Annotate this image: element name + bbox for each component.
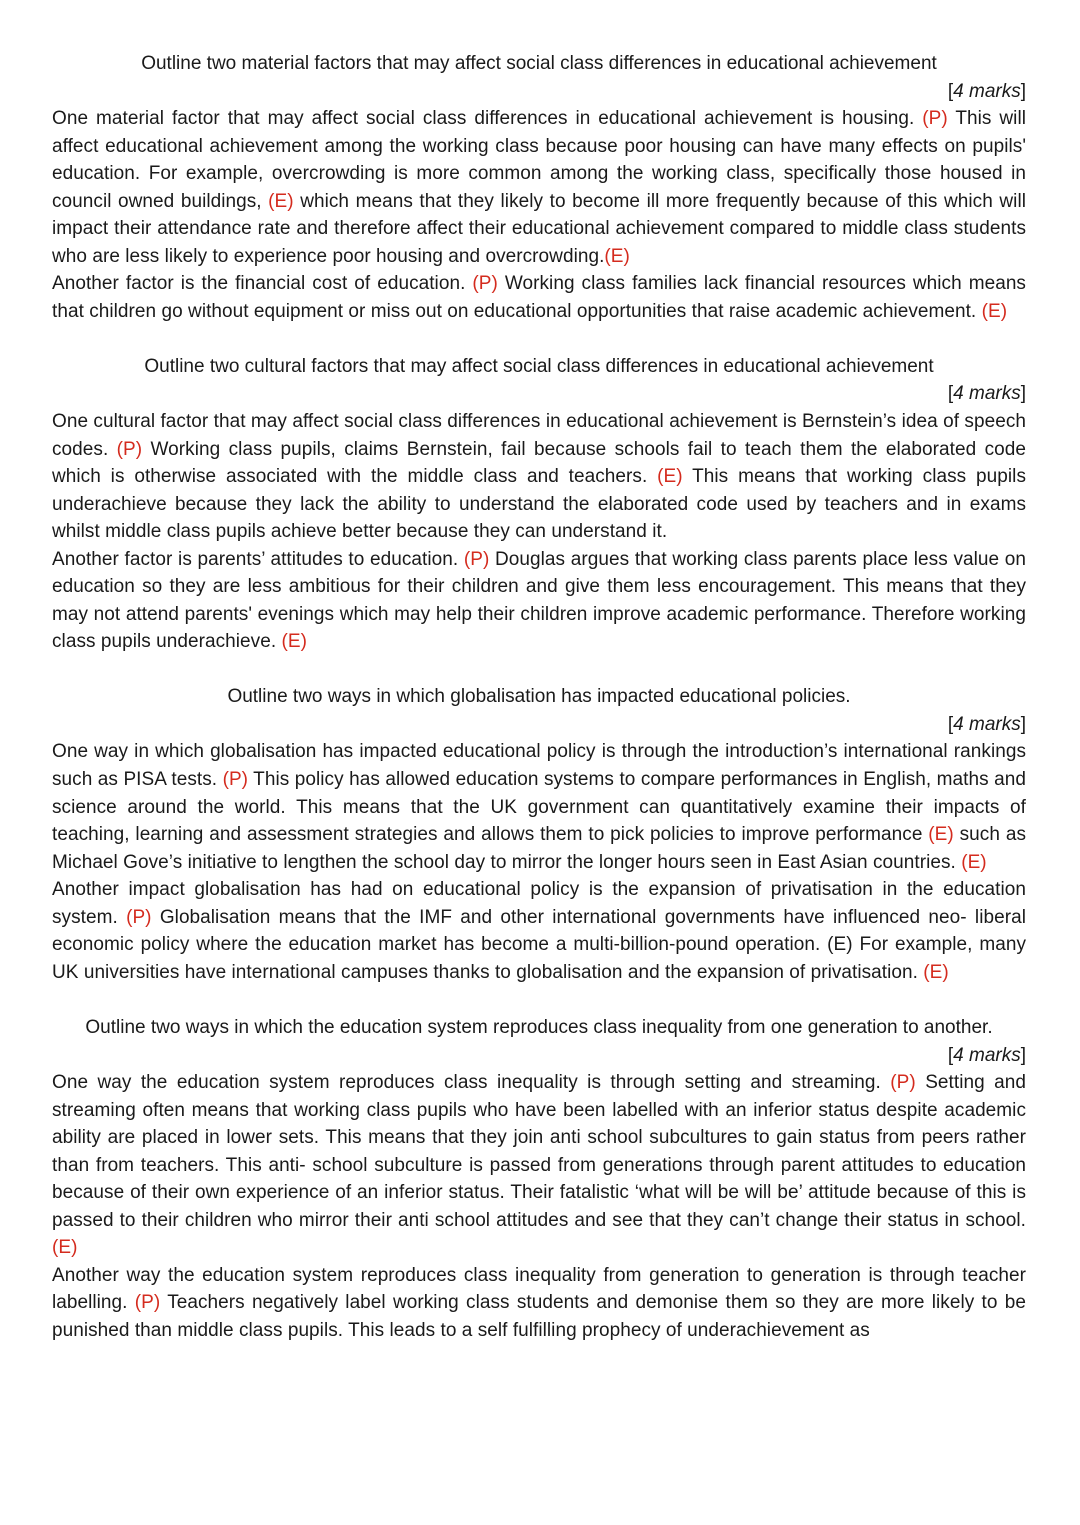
answer-text: Another factor is parents’ attitudes to education. [52, 548, 464, 570]
point-evidence-tag: (P) [890, 1072, 916, 1093]
point-evidence-tag: (P) [116, 438, 143, 460]
answer-text: Working class pupils, claims Bernstein, fail because schools fail to teach them the elaborated code which is otherwise associated with the middle class and teachers. [52, 438, 1026, 488]
marks-label: [4 marks] [947, 383, 1026, 405]
answer-text: One material factor that may affect social class differences in educational achievement is housing. [52, 108, 923, 129]
point-evidence-tag: (E) [268, 190, 294, 212]
question-heading: Outline two material factors that may affect social class differences in educational achievement [141, 53, 937, 74]
point-evidence-tag: (E) [281, 631, 307, 653]
point-evidence-tag: (P) [222, 769, 249, 791]
question-section [52, 683, 1026, 986]
point-evidence-tag: (E) [961, 851, 987, 873]
point-evidence-tag: (E) [657, 466, 683, 488]
answer-paragraph [52, 876, 1026, 986]
marks-label: [4 marks] [947, 713, 1026, 735]
question-section [52, 353, 1026, 656]
document-page [52, 50, 1026, 1372]
question-section [52, 1014, 1026, 1344]
question-heading: Outline two ways in which the education system reproduces class inequality from one generation to another. [85, 1017, 993, 1038]
answer-paragraph [52, 105, 1026, 270]
answer-paragraph [52, 738, 1026, 876]
point-evidence-tag: (P) [922, 108, 948, 129]
answer-text: Another factor is the financial cost of education. [52, 273, 473, 295]
answer-text: such as Michael Gove’s initiative to lengthen the school day to mirror the longer hours seen in East Asian countries. [52, 824, 1026, 873]
point-evidence-tag: (E) [604, 245, 630, 267]
point-evidence-tag: (P) [463, 548, 490, 570]
answer-text: This means that working class pupils underachieve because they lack the ability to understand the elaborated code used by teachers and in exams whilst middle class pupils achieve better because they can understand it. [52, 466, 1026, 543]
answer-text: Working class families lack financial resources which means that children go without equipment or miss out on educational opportunities that raise academic achievement. [52, 273, 1026, 322]
point-evidence-tag: (P) [134, 1292, 161, 1314]
answer-paragraph [52, 270, 1026, 325]
answer-paragraph [52, 1069, 1026, 1262]
point-evidence-tag: (E) [52, 1237, 78, 1259]
answer-text: Another way the education system reproduces class inequality from generation to generation is through teacher labelling. [52, 1264, 1026, 1314]
answer-text: Douglas argues that working class parents place less value on education so they are less ambitious for their children and give them less encouragement. This means that they may not attend parents' evenings which may help their children improve academic performance. Therefore working class pupils underachieve. [52, 548, 1027, 653]
point-evidence-tag: (P) [126, 906, 152, 928]
question-section [52, 50, 1026, 325]
answer-text: This will affect educational achievement among the working class because poor housing can have many effects on pupils' education. For example, overcrowding is more common among the working class, specifically those housed in council owned buildings, [52, 108, 1026, 212]
marks-label: [4 marks] [947, 80, 1026, 102]
question-heading: Outline two cultural factors that may affect social class differences in educational achievement [144, 355, 934, 377]
answer-text: This policy has allowed education systems to compare performances in English, maths and science around the world. This means that the UK government can quantitatively examine their impacts of teaching, learning and assessment strategies and allows them to pick policies to improve performance [52, 769, 1027, 846]
answer-text: Setting and streaming often means that working class pupils who have been labelled with an inferior status despite academic ability are placed in lower sets. This means that they join anti school subcultures to gain status from peers rather than from teachers. This anti- school subculture is passed from generations through parent attitudes to education because of their own experience of an inferior status. Their fatalistic ‘what will be will be’ attitude because of this is passed to their children who mirror their anti school attitudes and see that they can’t change their status in school. [52, 1072, 1026, 1231]
point-evidence-tag: (E) [981, 300, 1008, 322]
point-evidence-tag: (E) [923, 961, 949, 983]
answer-text: One way the education system reproduces class inequality is through setting and streaming. [52, 1072, 891, 1093]
answer-text: One cultural factor that may affect social class differences in educational achievement is Bernstein’s idea of speech codes. [52, 410, 1026, 460]
answer-paragraph [52, 546, 1026, 656]
answer-text: Globalisation means that the IMF and other international governments have influenced neo- liberal economic policy where the education market has become a multi-billion-pound operation. (E) For example, many UK universities have international campuses thanks to globalisation and the expansion of privatisation. [52, 906, 1026, 983]
answer-text: Another impact globalisation has had on educational policy is the expansion of privatisation in the education system. [52, 879, 1026, 928]
answer-paragraph [52, 408, 1026, 546]
marks-label: [4 marks] [947, 1044, 1026, 1066]
answer-text: Teachers negatively label working class students and demonise them so they are more likely to be punished than middle class pupils. This leads to a self fulfilling prophecy of underachievement as [52, 1292, 1027, 1341]
question-heading: Outline two ways in which globalisation has impacted educational policies. [227, 686, 851, 708]
answer-paragraph [52, 1262, 1026, 1345]
answer-text: One way in which globalisation has impacted educational policy is through the introduction’s international rankings such as PISA tests. [52, 741, 1026, 791]
point-evidence-tag: (P) [472, 273, 498, 295]
answer-text: which means that they likely to become ill more frequently because of this which will impact their attendance rate and therefore affect their educational achievement compared to middle class students who are less likely to experience poor housing and overcrowding. [52, 190, 1026, 267]
point-evidence-tag: (E) [928, 824, 954, 846]
